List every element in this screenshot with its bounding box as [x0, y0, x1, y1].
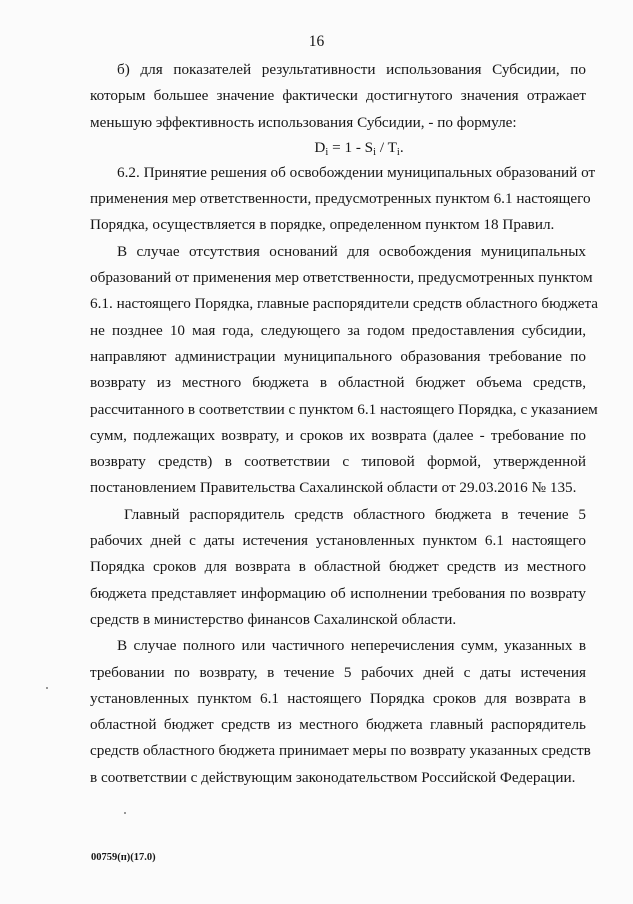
text-line: рассчитанного в соответствии с пунктом 6.1 настоящего Порядка, с указанием — [90, 400, 598, 418]
paragraph-nonpayment — [90, 633, 591, 791]
text-line: бюджета представляет информацию об исполнении требования по возврату — [90, 584, 586, 602]
text-line: возврату из местного бюджета в областной бюджет объема средств, — [90, 374, 586, 392]
text-line: В случае отсутствия оснований для освобождения муниципальных — [117, 242, 586, 260]
document-code-footer: 00759(п)(17.0) — [91, 852, 156, 863]
text-line: образований от применения мер ответственности, предусмотренных пунктом — [90, 269, 593, 287]
text-line: б) для показателей результативности использования Субсидии, по — [117, 61, 586, 78]
paragraph-absence-of-grounds — [90, 239, 599, 502]
text-line: возврату средств) в соответствии с типовой формой, утвержденной — [90, 453, 586, 471]
text-line: средств в министерство финансов Сахалинской области. — [90, 610, 457, 628]
formula: $D_i = 1 - S_i / T_i$. — [314, 138, 404, 158]
text-line: в соответствии с действующим законодательством Российской Федерации. — [90, 768, 576, 786]
text-line: Главный распорядитель средств областного бюджета в течение 5 — [124, 505, 586, 523]
text-line: которым большее значение фактически достигнутого значения отражает — [90, 87, 586, 105]
text-line: Порядка сроков для возврата в областной бюджет средств из местного — [90, 558, 586, 576]
paragraph-main-manager — [90, 502, 586, 633]
text-line: сумм, подлежащих возврату, и сроков их возврата (далее - требование по — [90, 426, 586, 444]
scan-speck — [124, 812, 126, 814]
paragraph-b — [90, 57, 586, 136]
paragraph-6-2 — [90, 160, 596, 239]
text-line: направляют администрации муниципального образования требование по — [90, 347, 586, 365]
text-line: 6.2. Принятие решения об освобождении муниципальных образований от — [117, 163, 596, 181]
text-line: требовании по возврату, в течение 5 рабочих дней с даты истечения — [90, 663, 586, 681]
text-line: 6.1. настоящего Порядка, главные распорядители средств областного бюджета — [90, 295, 599, 313]
text-line: установленных пунктом 6.1 настоящего Порядка сроков для возврата в — [90, 689, 586, 707]
text-line: меньшую эффективность использования Субсидии, - по формуле: — [90, 113, 517, 131]
text-line: Порядка, осуществляется в порядке, определенном пунктом 18 Правил. — [90, 216, 555, 234]
text-line: средств областного бюджета принимает меры по возврату указанных средств — [90, 742, 591, 760]
text-line: В случае полного или частичного неперечисления сумм, указанных в — [117, 637, 586, 655]
text-line: рабочих дней с даты истечения установленных пунктом 6.1 настоящего — [90, 532, 586, 550]
text-line: постановлением Правительства Сахалинской области от 29.03.2016 № 135. — [90, 479, 577, 497]
scan-speck — [46, 687, 48, 689]
document-body — [90, 57, 599, 791]
text-line: применения мер ответственности, предусмотренных пунктом 6.1 настоящего — [90, 190, 591, 208]
text-line: не позднее 10 мая года, следующего за годом предоставления субсидии, — [90, 321, 586, 339]
page-number: 16 — [308, 33, 325, 50]
text-line: областной бюджет средств из местного бюджета главный распорядитель — [90, 716, 586, 734]
